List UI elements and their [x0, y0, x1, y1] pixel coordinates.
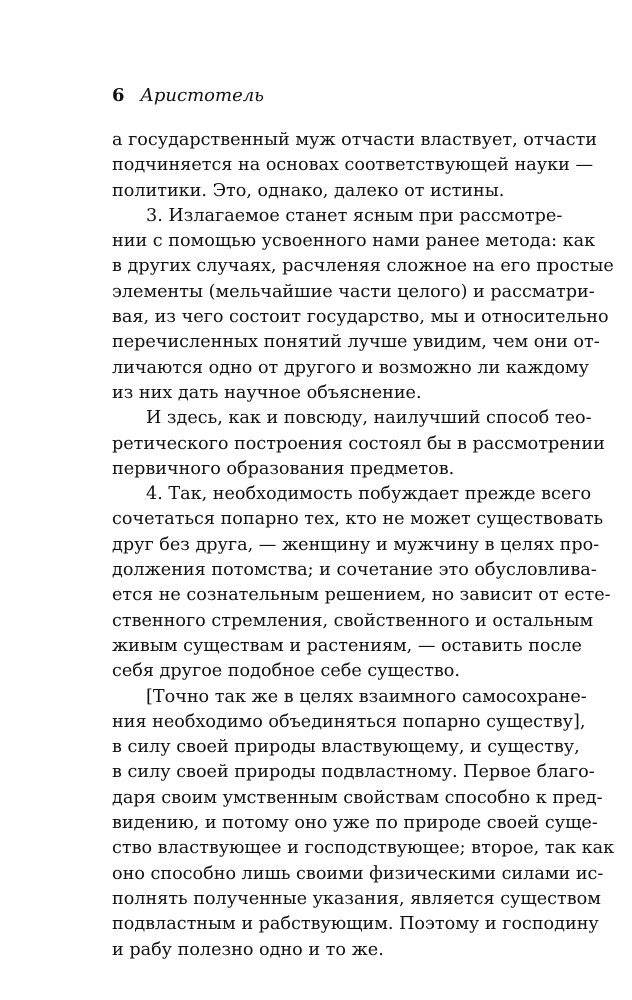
text-line: элементы (мельчайшие части целого) и рассматри- [112, 281, 595, 302]
text-line: из них дать научное объяснение. [112, 382, 422, 403]
text-line: в других случаях, расчленяя сложное на его простые [112, 256, 614, 277]
text-line: и рабу полезно одно и то же. [112, 939, 384, 960]
text-line: И здесь, как и повсюду, наилучший способ тео- [146, 408, 592, 429]
text-line: даря своим умственным свойствам способно к пред- [112, 787, 603, 808]
text-line: сочетаться попарно тех, кто не может существовать [112, 509, 604, 530]
text-line: подчиняется на основах соответствующей науки — [112, 155, 594, 176]
text-line: первичного образования предметов. [112, 458, 455, 479]
text-line: перечисленных понятий лучше увидим, чем они от- [112, 332, 600, 353]
text-line: друг без друга, — женщину и мужчину в целях про- [112, 534, 600, 555]
text-line: полнять полученные указания, является существом [112, 888, 601, 909]
text-line: видению, и потому оно уже по природе своей суще- [112, 813, 598, 834]
text-line: нии с помощью усвоенного нами ранее метода: как [112, 231, 596, 252]
text-line: ния необходимо объединяться попарно существу], [112, 711, 586, 732]
running-head [112, 84, 264, 108]
text-line: 3. Излагаемое станет ясным при рассмотре- [146, 205, 563, 226]
text-line: [Точно так же в целях взаимного самосохране- [146, 686, 587, 707]
page-number: 6 [112, 85, 125, 106]
text-line: 4. Так, необходимость побуждает прежде всего [146, 484, 592, 505]
text-line: себя другое подобное себе существо. [112, 661, 460, 682]
running-title: Аристотель [140, 85, 264, 106]
text-line: ство властвующее и господствующее; второе, так как [112, 838, 615, 859]
text-line: личаются одно от другого и возможно ли каждому [112, 357, 589, 378]
text-line: вая, из чего состоит государство, мы и относительно [112, 307, 609, 328]
text-line: в силу своей природы подвластному. Первое благо- [112, 762, 595, 783]
text-line: в силу своей природы властвующему, и существу, [112, 737, 580, 758]
text-line: должения потомства; и сочетание это обусловлива- [112, 560, 597, 581]
text-line: политики. Это, однако, далеко от истины. [112, 180, 505, 201]
body-text [112, 128, 615, 963]
text-line: подвластным и рабствующим. Поэтому и господину [112, 914, 599, 935]
text-line: ется не сознательным решением, но зависит от есте- [112, 585, 611, 606]
text-line: живым существам и растениям, — оставить после [112, 635, 582, 656]
text-line: а государственный муж отчасти властвует, отчасти [112, 130, 598, 150]
text-line: ственного стремления, свойственного и остальным [112, 610, 594, 631]
text-line: ретического построения состоял бы в рассмотрении [112, 433, 605, 454]
text-line: оно способно лишь своими физическими силами ис- [112, 863, 604, 884]
